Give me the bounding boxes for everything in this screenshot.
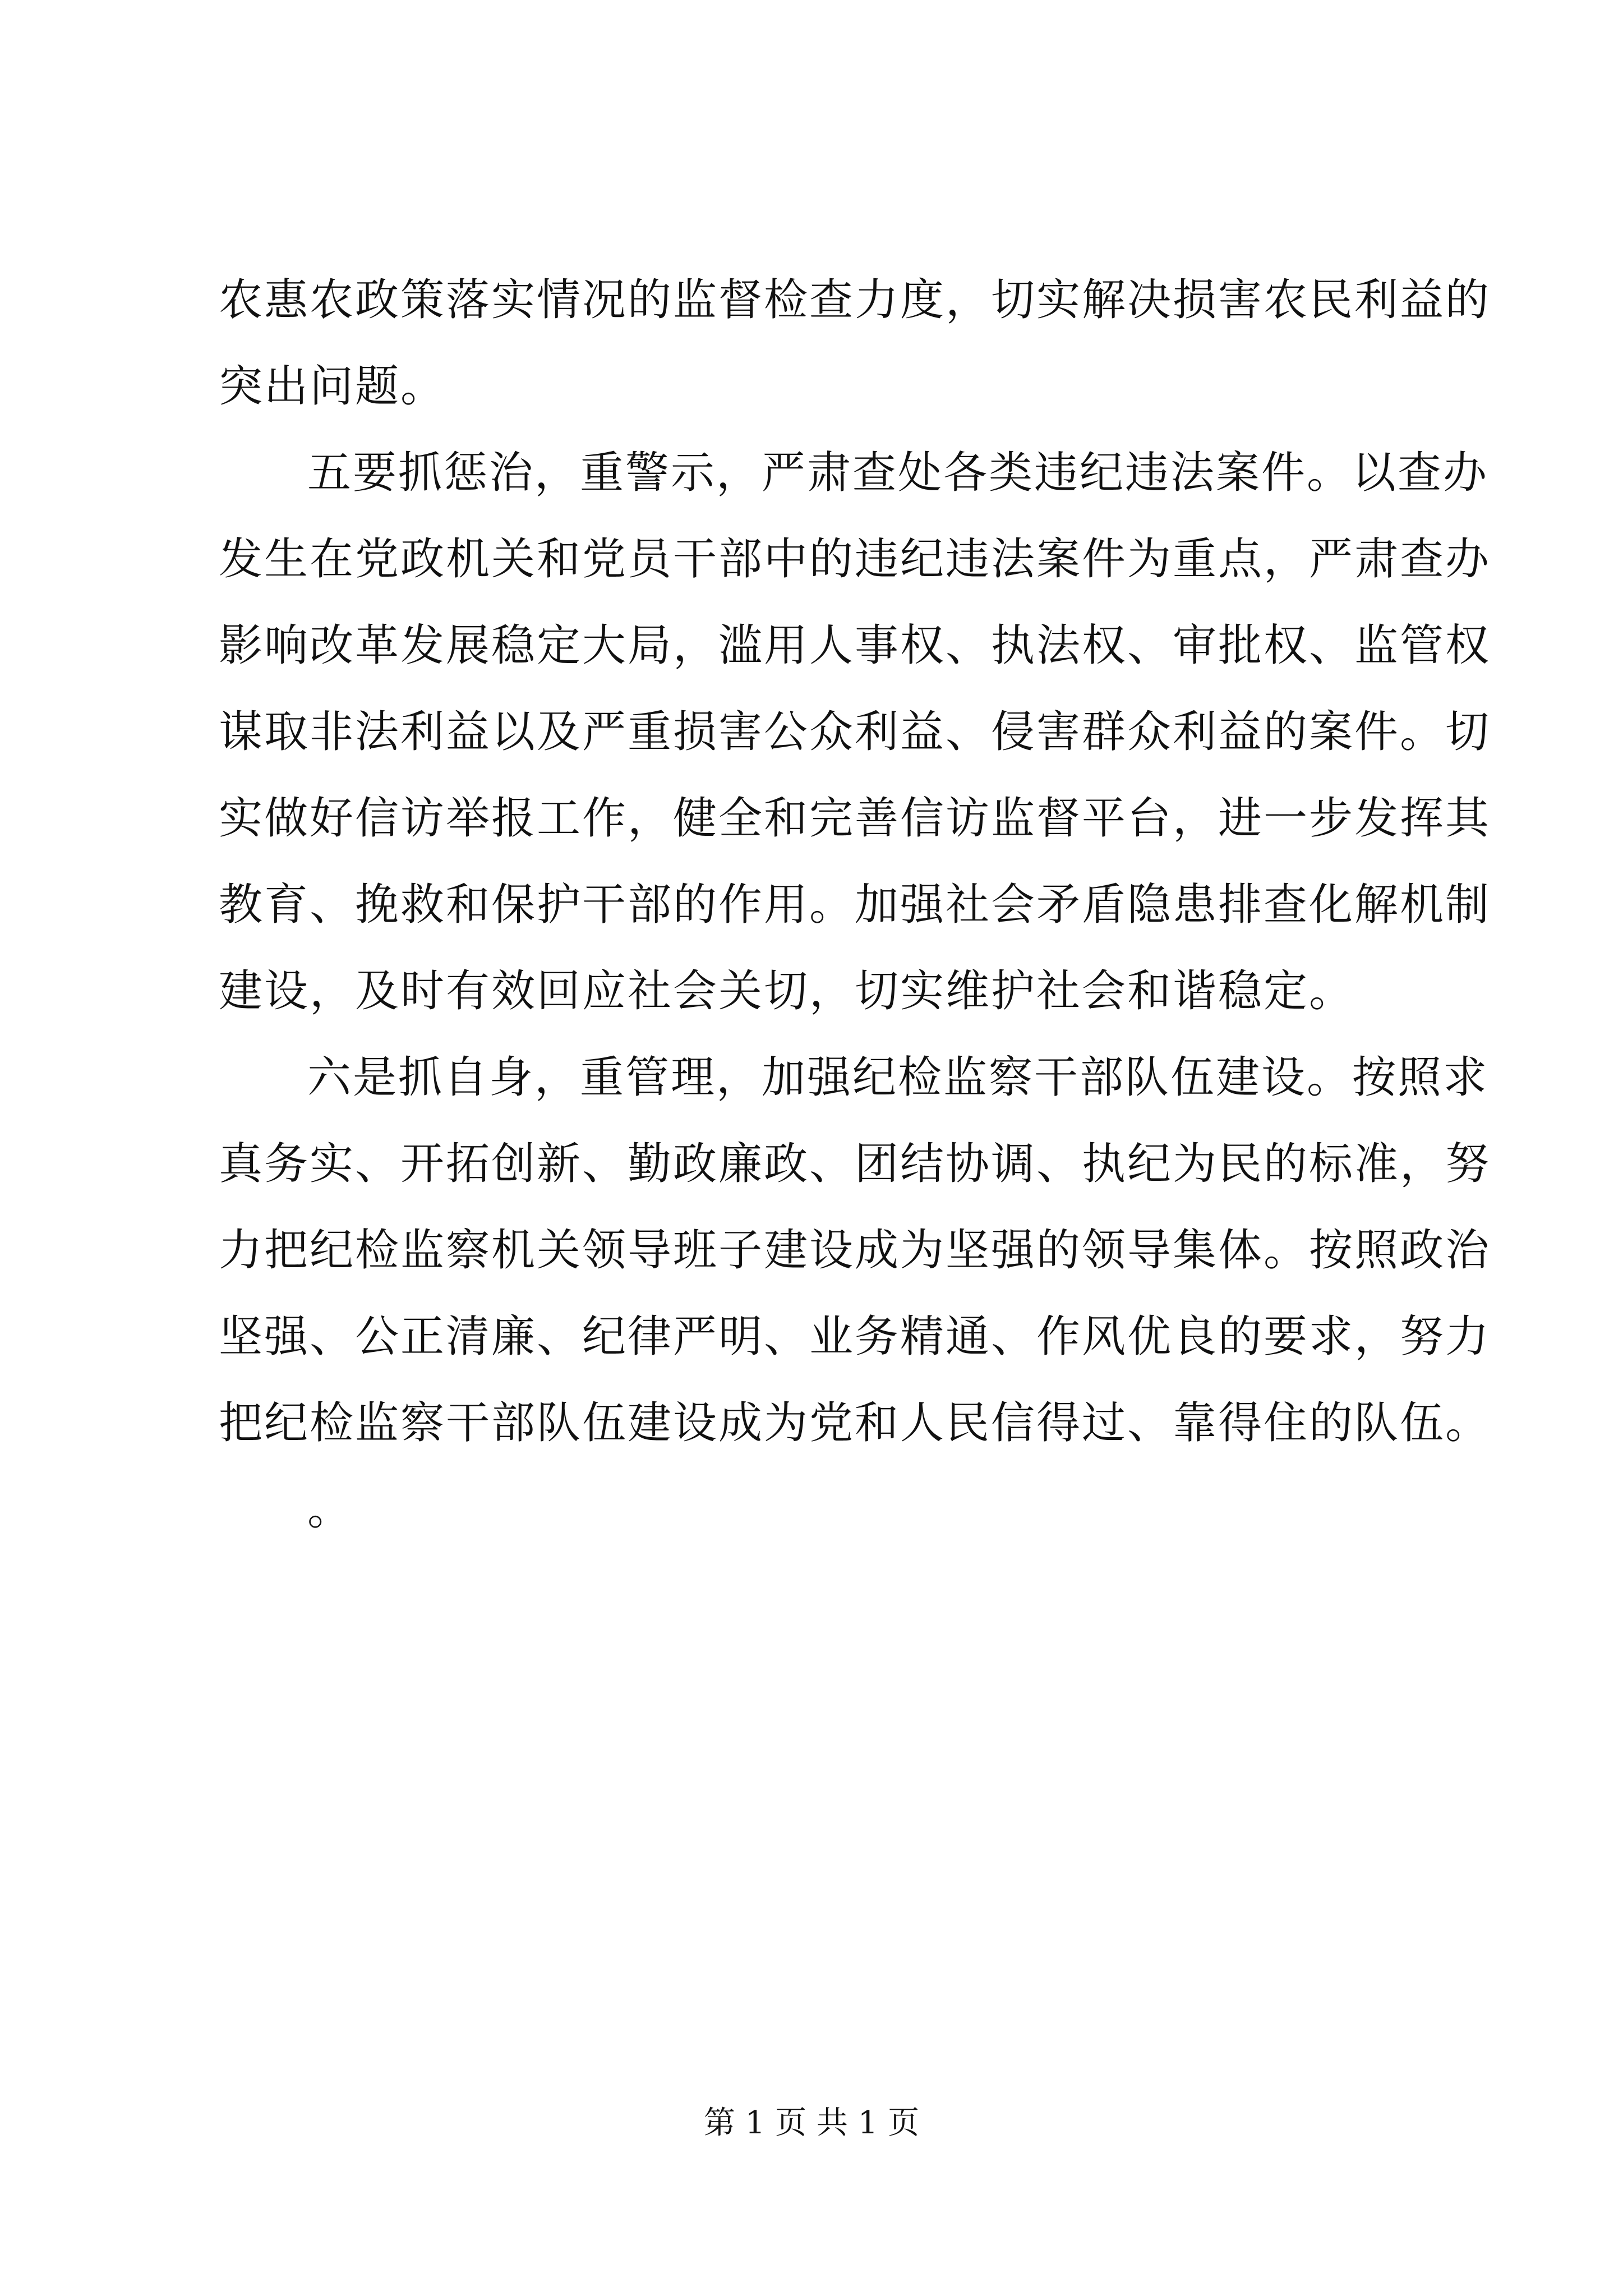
text-line: 六是抓自身，重管理，加强纪检监察干部队伍建设。按照求: [307, 1052, 1489, 1103]
text-line: 发生在党政机关和党员干部中的违纪违法案件为重点，严肃查办: [219, 534, 1491, 585]
text-line: 坚强、公正清廉、纪律严明、业务精通、作风优良的要求，努力: [219, 1312, 1491, 1362]
text-line: 。: [307, 1484, 353, 1535]
text-line: 五要抓惩治，重警示，严肃查处各类违纪违法案件。以查办: [307, 448, 1489, 498]
text-line: 农惠农政策落实情况的监督检查力度，切实解决损害农民利益的: [219, 275, 1491, 325]
text-line: 力把纪检监察机关领导班子建设成为坚强的领导集体。按照政治: [219, 1225, 1491, 1276]
text-line: 把纪检监察干部队伍建设成为党和人民信得过、靠得住的队伍。: [219, 1398, 1491, 1448]
text-line: 实做好信访举报工作，健全和完善信访监督平台，进一步发挥其: [219, 793, 1491, 844]
text-line: 影响改革发展稳定大局，滥用人事权、执法权、审批权、监管权: [219, 620, 1491, 671]
document-body: [219, 257, 1491, 1553]
text-line: 谋取非法利益以及严重损害公众利益、侵害群众利益的案件。切: [219, 707, 1491, 757]
text-line: 教育、挽救和保护干部的作用。加强社会矛盾隐患排查化解机制: [219, 880, 1491, 930]
text-line: 真务实、开拓创新、勤政廉政、团结协调、执纪为民的标准，努: [219, 1139, 1491, 1189]
text-line: 突出问题。: [219, 361, 446, 412]
text-line: 建设，及时有效回应社会关切，切实维护社会和谐稳定。: [219, 966, 1355, 1016]
page-number-footer: 第 1 页 共 1 页: [703, 2105, 920, 2141]
